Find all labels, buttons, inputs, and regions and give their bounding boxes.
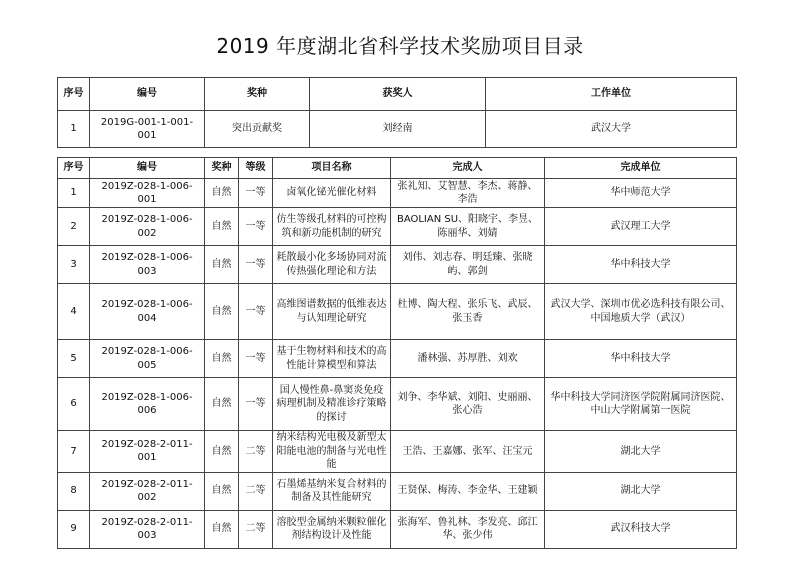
- cell-number: 2019Z-028-1-006-001: [90, 179, 205, 208]
- cell-organizations: 湖北大学: [545, 472, 737, 510]
- cell-grade: 一等: [239, 246, 273, 284]
- cell-organizations: 华中科技大学同济医学院附属同济医院、中山大学附属第一医院: [545, 378, 737, 431]
- cell-seq: 1: [58, 179, 90, 208]
- cell-contributors: 张海军、鲁礼林、李发亮、邱江华、张少伟: [391, 510, 545, 548]
- cell-awardee: 刘经南: [310, 111, 486, 148]
- table-row: [58, 111, 737, 148]
- cell-seq: 8: [58, 472, 90, 510]
- cell-number: 2019Z-028-1-006-006: [90, 378, 205, 431]
- cell-organizations: 华中科技大学: [545, 246, 737, 284]
- cell-award-type: 自然: [205, 208, 239, 246]
- header-awardee: 获奖人: [310, 78, 486, 111]
- cell-award-type: 突出贡献奖: [205, 111, 310, 148]
- cell-award-type: 自然: [205, 472, 239, 510]
- cell-seq: 4: [58, 284, 90, 340]
- cell-grade: 一等: [239, 378, 273, 431]
- cell-award-type: 自然: [205, 378, 239, 431]
- cell-contributors: BAOLIAN SU、阳晓宇、李昱、陈丽华、刘婧: [391, 208, 545, 246]
- cell-project-name: 耗散最小化多场协同对流传热强化理论和方法: [273, 246, 391, 284]
- cell-contributors: 刘争、李华斌、刘阳、史丽丽、张心浩: [391, 378, 545, 431]
- cell-contributors: 潘林强、苏厚胜、刘欢: [391, 340, 545, 378]
- cell-award-type: 自然: [205, 246, 239, 284]
- header-award-type: 奖种: [205, 78, 310, 111]
- cell-contributors: 王贤保、梅涛、李金华、王建颖: [391, 472, 545, 510]
- cell-number: 2019Z-028-1-006-004: [90, 284, 205, 340]
- cell-seq: 9: [58, 510, 90, 548]
- cell-award-type: 自然: [205, 284, 239, 340]
- header-seq: 序号: [58, 78, 90, 111]
- cell-grade: 二等: [239, 472, 273, 510]
- table-row: [58, 208, 737, 246]
- cell-seq: 6: [58, 378, 90, 431]
- cell-number: 2019Z-028-2-011-001: [90, 431, 205, 473]
- table-row: [58, 246, 737, 284]
- table-row: [58, 284, 737, 340]
- cell-grade: 二等: [239, 431, 273, 473]
- cell-contributors: 杜博、陶大程、张乐飞、武辰、张玉香: [391, 284, 545, 340]
- table-row: [58, 179, 737, 208]
- cell-organizations: 华中科技大学: [545, 340, 737, 378]
- cell-project-name: 卤氧化铋光催化材料: [273, 179, 391, 208]
- cell-award-type: 自然: [205, 510, 239, 548]
- cell-seq: 2: [58, 208, 90, 246]
- cell-seq: 5: [58, 340, 90, 378]
- header-number: 编号: [90, 78, 205, 111]
- cell-number: 2019Z-028-1-006-003: [90, 246, 205, 284]
- cell-project-name: 纳米结构光电极及新型太阳能电池的制备与光电性能: [273, 431, 391, 473]
- cell-contributors: 王浩、王嘉娜、张军、汪宝元: [391, 431, 545, 473]
- header-work-unit: 工作单位: [486, 78, 737, 111]
- cell-award-type: 自然: [205, 431, 239, 473]
- cell-grade: 一等: [239, 284, 273, 340]
- cell-project-name: 高维图谱数据的低维表达与认知理论研究: [273, 284, 391, 340]
- page-title: 2019 年度湖北省科学技术奖励项目目录: [216, 34, 584, 58]
- header-organizations: 完成单位: [545, 158, 737, 179]
- cell-seq: 7: [58, 431, 90, 473]
- award-table-natural-science: [57, 157, 737, 549]
- cell-organizations: 武汉科技大学: [545, 510, 737, 548]
- cell-project-name: 仿生等级孔材料的可控构筑和新功能机制的研究: [273, 208, 391, 246]
- table-header-row: [58, 158, 737, 179]
- cell-organizations: 华中师范大学: [545, 179, 737, 208]
- cell-contributors: 刘伟、刘志春、明廷臻、张晓屿、郭剑: [391, 246, 545, 284]
- cell-number: 2019Z-028-2-011-002: [90, 472, 205, 510]
- cell-grade: 一等: [239, 179, 273, 208]
- cell-project-name: 国人慢性鼻-鼻窦炎免疫病理机制及精准诊疗策略的探讨: [273, 378, 391, 431]
- table-header-row: [58, 78, 737, 111]
- cell-project-name: 溶胶型金属纳米颗粒催化剂结构设计及性能: [273, 510, 391, 548]
- header-grade: 等级: [239, 158, 273, 179]
- cell-grade: 一等: [239, 208, 273, 246]
- cell-project-name: 石墨烯基纳米复合材料的制备及其性能研究: [273, 472, 391, 510]
- cell-organizations: 湖北大学: [545, 431, 737, 473]
- cell-number: 2019Z-028-1-006-002: [90, 208, 205, 246]
- header-award-type: 奖种: [205, 158, 239, 179]
- header-seq: 序号: [58, 158, 90, 179]
- award-table-outstanding: [57, 77, 737, 148]
- cell-number: 2019Z-028-1-006-005: [90, 340, 205, 378]
- header-number: 编号: [90, 158, 205, 179]
- table-row: [58, 510, 737, 548]
- cell-number: 2019Z-028-2-011-003: [90, 510, 205, 548]
- cell-number: 2019G-001-1-001-001: [90, 111, 205, 148]
- header-contributors: 完成人: [391, 158, 545, 179]
- cell-seq: 1: [58, 111, 90, 148]
- cell-award-type: 自然: [205, 179, 239, 208]
- cell-work-unit: 武汉大学: [486, 111, 737, 148]
- table-row: [58, 340, 737, 378]
- cell-organizations: 武汉大学、深圳市优必选科技有限公司、中国地质大学（武汉）: [545, 284, 737, 340]
- cell-award-type: 自然: [205, 340, 239, 378]
- cell-seq: 3: [58, 246, 90, 284]
- cell-grade: 二等: [239, 510, 273, 548]
- cell-grade: 一等: [239, 340, 273, 378]
- cell-organizations: 武汉理工大学: [545, 208, 737, 246]
- table-row: [58, 472, 737, 510]
- table-row: [58, 431, 737, 473]
- cell-project-name: 基于生物材料和技术的高性能计算模型和算法: [273, 340, 391, 378]
- cell-contributors: 张礼知、艾智慧、李杰、蒋静、李浩: [391, 179, 545, 208]
- header-project-name: 项目名称: [273, 158, 391, 179]
- table-row: [58, 378, 737, 431]
